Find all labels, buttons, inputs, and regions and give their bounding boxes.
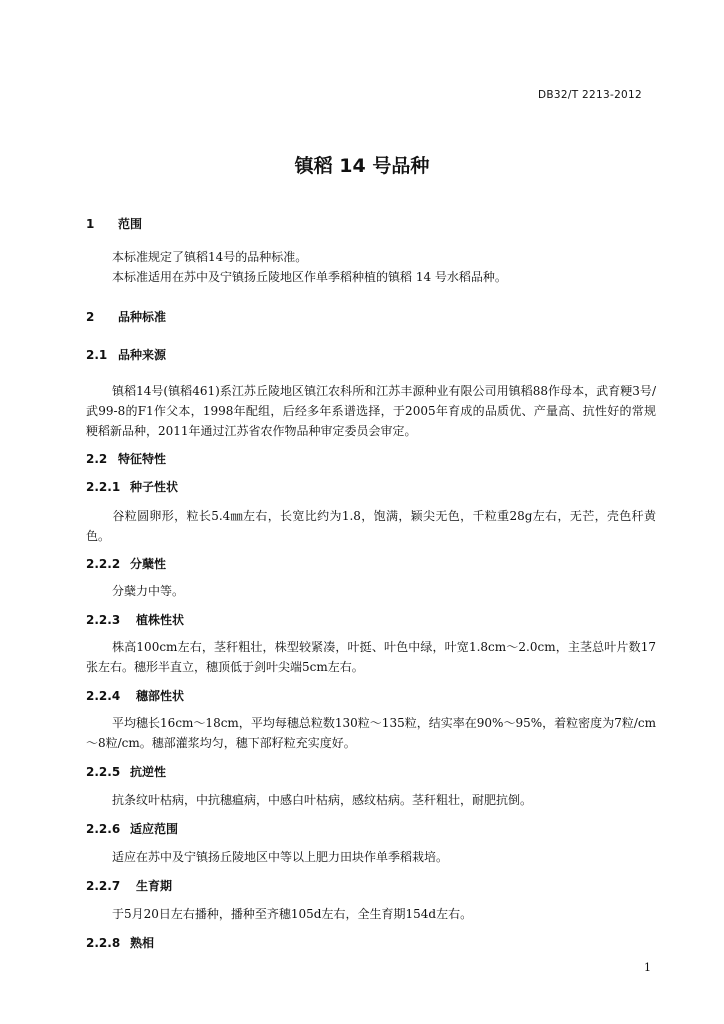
section-number: 2.2.3: [86, 613, 121, 627]
section-number: 2.2.6: [86, 822, 121, 836]
paragraph: 平均穗长16cm～18cm，平均每穗总粒数130粒～135粒，结实率在90%～95%，着粒密度为7粒/cm～8粒/cm。穗部灌浆均匀，穗下部籽粒充实度好。: [86, 716, 656, 750]
section-title: 种子性状: [130, 480, 179, 494]
section-heading: [86, 215, 142, 232]
section-title: 分蘖性: [130, 557, 167, 571]
section-number: 2.2: [86, 452, 108, 466]
section-heading: [86, 346, 166, 363]
section-heading: [86, 450, 166, 467]
section-heading: [86, 308, 166, 325]
section-heading: [86, 611, 184, 628]
section-heading: [86, 687, 184, 704]
section-number: 2: [86, 310, 95, 324]
section-heading: [86, 934, 154, 951]
paragraph: 本标准规定了镇稻14号的品种标准。: [112, 250, 308, 264]
section-title: 范围: [118, 217, 143, 231]
paragraph: 分蘖力中等。: [112, 584, 185, 598]
section-title: 适应范围: [130, 822, 179, 836]
paragraph: 抗条纹叶枯病，中抗穗瘟病，中感白叶枯病，感纹枯病。茎秆粗壮，耐肥抗倒。: [112, 793, 533, 807]
paragraph: 株高100cm左右，茎秆粗壮，株型较紧凑，叶挺、叶色中绿，叶宽1.8cm～2.0cm，主茎总叶片数17张左右。穗形半直立，穗顶低于剑叶尖端5cm左右。: [86, 640, 656, 674]
page-number: 1: [644, 961, 651, 974]
paragraph: 于5月20日左右播种，播种至齐穗105d左右，全生育期154d左右。: [112, 907, 473, 921]
section-title: 植株性状: [136, 613, 185, 627]
section-number: 2.2.2: [86, 557, 121, 571]
section-number: 2.1: [86, 348, 108, 362]
paragraph: 镇稻14号(镇稻461)系江苏丘陵地区镇江农科所和江苏丰源种业有限公司用镇稻88作母本，武育粳3号/武99-8的F1作父本，1998年配组，后经多年系谱选择，于2005年育成的品质优、产量高、抗性好的常规粳稻新品种，2011年通过江苏省农作物品种审定委员会审定。: [86, 384, 656, 438]
section-heading: [86, 478, 178, 495]
section-title: 抗逆性: [130, 765, 167, 779]
section-heading: [86, 763, 166, 780]
section-number: 2.2.1: [86, 480, 121, 494]
section-title: 生育期: [136, 879, 173, 893]
section-title: 特征特性: [118, 452, 167, 466]
section-number: 2.2.4: [86, 689, 121, 703]
section-heading: [86, 877, 172, 894]
section-title: 熟相: [130, 936, 155, 950]
document-title: 镇稻 14 号品种: [294, 155, 430, 177]
section-number: 2.2.5: [86, 765, 121, 779]
paragraph: 谷粒圆卵形，粒长5.4㎜左右，长宽比约为1.8，饱满，颖尖无色，千粒重28g左右，无芒，壳色秆黄色。: [86, 509, 656, 543]
section-number: 1: [86, 217, 95, 231]
document-number: DB32/T 2213-2012: [538, 89, 642, 101]
section-title: 穗部性状: [136, 689, 185, 703]
section-title: 品种来源: [118, 348, 167, 362]
section-number: 2.2.7: [86, 879, 121, 893]
section-heading: [86, 820, 178, 837]
section-heading: [86, 555, 166, 572]
section-title: 品种标准: [118, 310, 167, 324]
paragraph: 适应在苏中及宁镇扬丘陵地区中等以上肥力田块作单季稻栽培。: [112, 850, 449, 864]
section-number: 2.2.8: [86, 936, 121, 950]
paragraph: 本标准适用在苏中及宁镇扬丘陵地区作单季稻种植的镇稻 14 号水稻品种。: [112, 270, 507, 284]
